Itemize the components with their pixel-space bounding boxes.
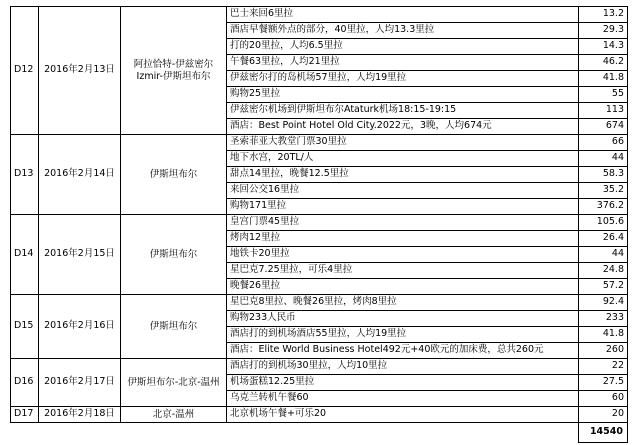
item-cell: 酒店：Elite World Business Hotel492元+40欧元的加床费，总共260元 xyxy=(227,343,579,359)
table-row xyxy=(11,135,628,151)
date-cell: 2016年2月15日 xyxy=(39,215,121,295)
expense-sheet xyxy=(0,6,639,445)
day-cell: D13 xyxy=(11,135,39,215)
amount-cell: 26.4 xyxy=(579,231,628,247)
day-cell: D14 xyxy=(11,215,39,295)
total-amount: 14540 xyxy=(579,423,628,443)
item-cell: 酒店：Best Point Hotel Old City.2022元，3晚，人均674元 xyxy=(227,119,579,135)
amount-cell: 44 xyxy=(579,247,628,263)
total-row xyxy=(11,423,628,443)
item-cell: 伊兹密尔打的岛机场57里拉，人均19里拉 xyxy=(227,71,579,87)
expense-table xyxy=(10,6,628,443)
item-cell: 巴士来回6里拉 xyxy=(227,7,579,23)
item-cell: 地下水宫，20TL/人 xyxy=(227,151,579,167)
amount-cell: 22 xyxy=(579,359,628,375)
amount-cell: 57.2 xyxy=(579,279,628,295)
item-cell: 酒店早餐额外点的部分，40里拉，人均13.3里拉 xyxy=(227,23,579,39)
date-cell: 2016年2月17日 xyxy=(39,359,121,407)
item-cell: 晚餐26里拉 xyxy=(227,279,579,295)
table-row xyxy=(11,295,628,311)
table-row xyxy=(11,407,628,423)
item-cell: 皇宫门票45里拉 xyxy=(227,215,579,231)
amount-cell: 113 xyxy=(579,103,628,119)
table-row xyxy=(11,215,628,231)
amount-cell: 24.8 xyxy=(579,263,628,279)
item-cell: 来回公交16里拉 xyxy=(227,183,579,199)
item-cell: 酒店打的到机场酒店55里拉，人均19里拉 xyxy=(227,327,579,343)
amount-cell: 674 xyxy=(579,119,628,135)
amount-cell: 29.3 xyxy=(579,23,628,39)
amount-cell: 41.8 xyxy=(579,327,628,343)
place-cell: 伊斯坦布尔 xyxy=(121,215,227,295)
item-cell: 星巴克8里拉、晚餐26里拉，烤肉8里拉 xyxy=(227,295,579,311)
amount-cell: 44 xyxy=(579,151,628,167)
table-row xyxy=(11,7,628,23)
total-label xyxy=(11,423,579,443)
amount-cell: 46.2 xyxy=(579,55,628,71)
amount-cell: 27.5 xyxy=(579,375,628,391)
amount-cell: 14.3 xyxy=(579,39,628,55)
table-row xyxy=(11,359,628,375)
item-cell: 地铁卡20里拉 xyxy=(227,247,579,263)
amount-cell: 105.6 xyxy=(579,215,628,231)
amount-cell: 58.3 xyxy=(579,167,628,183)
item-cell: 乌克兰转机午餐60 xyxy=(227,391,579,407)
item-cell: 打的20里拉，人均6.5里拉 xyxy=(227,39,579,55)
amount-cell: 260 xyxy=(579,343,628,359)
item-cell: 圣索菲亚大教堂门票30里拉 xyxy=(227,135,579,151)
amount-cell: 233 xyxy=(579,311,628,327)
item-cell: 北京机场午餐+可乐20 xyxy=(227,407,579,423)
place-cell: 北京-温州 xyxy=(121,407,227,423)
place-cell: 伊斯坦布尔 xyxy=(121,295,227,359)
amount-cell: 41.8 xyxy=(579,71,628,87)
amount-cell: 376.2 xyxy=(579,199,628,215)
date-cell: 2016年2月13日 xyxy=(39,7,121,135)
day-cell: D17 xyxy=(11,407,39,423)
date-cell: 2016年2月14日 xyxy=(39,135,121,215)
amount-cell: 60 xyxy=(579,391,628,407)
item-cell: 购物25里拉 xyxy=(227,87,579,103)
day-cell: D15 xyxy=(11,295,39,359)
day-cell: D12 xyxy=(11,7,39,135)
place-cell: 阿拉恰特-伊兹密尔 Izmir-伊斯坦布尔 xyxy=(121,7,227,135)
date-cell: 2016年2月16日 xyxy=(39,295,121,359)
item-cell: 烤肉12里拉 xyxy=(227,231,579,247)
item-cell: 午餐63里拉，人均21里拉 xyxy=(227,55,579,71)
expense-table-body xyxy=(11,7,628,443)
amount-cell: 35.2 xyxy=(579,183,628,199)
amount-cell: 66 xyxy=(579,135,628,151)
date-cell: 2016年2月18日 xyxy=(39,407,121,423)
item-cell: 甜点14里拉，晚餐12.5里拉 xyxy=(227,167,579,183)
amount-cell: 55 xyxy=(579,87,628,103)
item-cell: 购物233人民币 xyxy=(227,311,579,327)
item-cell: 星巴克7.25里拉，可乐4里拉 xyxy=(227,263,579,279)
amount-cell: 20 xyxy=(579,407,628,423)
item-cell: 酒店打的到机场30里拉，人均10里拉 xyxy=(227,359,579,375)
item-cell: 机场蛋糕12.25里拉 xyxy=(227,375,579,391)
amount-cell: 92.4 xyxy=(579,295,628,311)
day-cell: D16 xyxy=(11,359,39,407)
place-cell: 伊斯坦布尔-北京-温州 xyxy=(121,359,227,407)
item-cell: 伊兹密尔机场到伊斯坦布尔Ataturk机场18:15-19:15 xyxy=(227,103,579,119)
place-cell: 伊斯坦布尔 xyxy=(121,135,227,215)
amount-cell: 13.2 xyxy=(579,7,628,23)
item-cell: 购物171里拉 xyxy=(227,199,579,215)
